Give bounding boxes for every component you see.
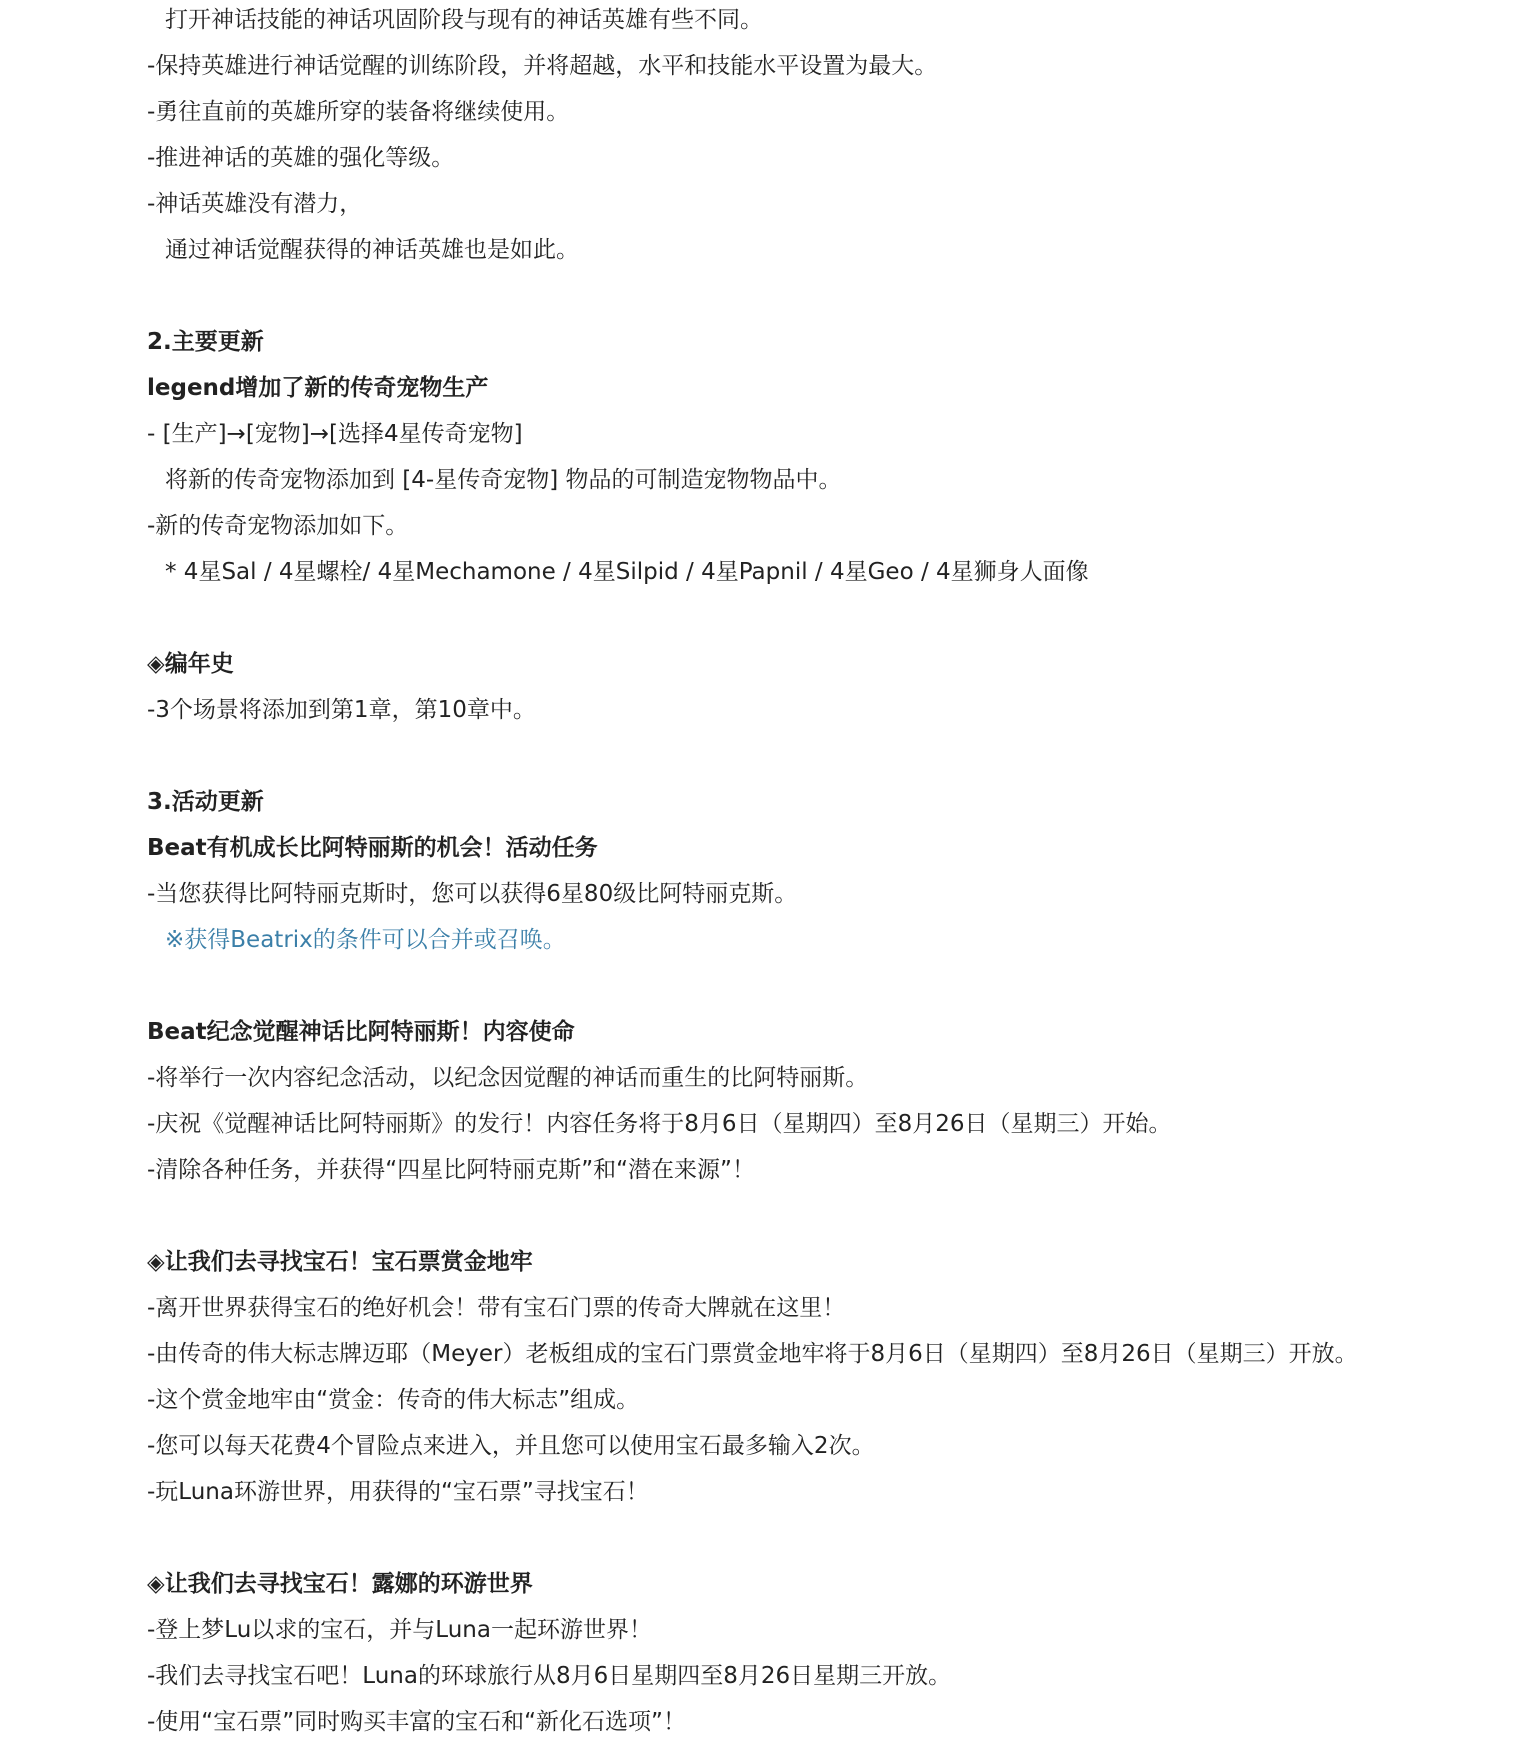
text-line-tour-shop: -使用“宝石票”同时购买丰富的宝石和“新化石选项”！	[147, 1709, 686, 1735]
text-line-pet-list-intro: -新的传奇宠物添加如下。	[147, 513, 409, 539]
text-line-tour-dates: -我们去寻找宝石吧！Luna的环球旅行从8月6日星期四至8月26日星期三开放。	[147, 1663, 952, 1689]
section-heading-main-updates: 2.主要更新	[147, 329, 264, 355]
text-line-mission-rewards: -清除各种任务，并获得“四星比阿特丽克斯”和“潜在来源”！	[147, 1157, 755, 1183]
section-heading-chronicle: ◈编年史	[147, 651, 234, 677]
text-line-dungeon-entry: -您可以每天花费4个冒险点来进入，并且您可以使用宝石最多输入2次。	[147, 1433, 875, 1459]
text-line-1: 打开神话技能的神话巩固阶段与现有的神话英雄有些不同。	[165, 7, 763, 33]
text-line-dungeon-dates: -由传奇的伟大标志牌迈耶（Meyer）老板组成的宝石门票赏金地牢将于8月6日（星期四）至8月26日（星期三）开放。	[147, 1341, 1358, 1367]
text-line-3: -勇往直前的英雄所穿的装备将继续使用。	[147, 99, 570, 125]
text-line-dungeon-composition: -这个赏金地牢由“赏金：传奇的伟大标志”组成。	[147, 1387, 640, 1413]
subheading-legend-pet-production: legend增加了新的传奇宠物生产	[147, 375, 489, 401]
text-line-chronicle-scenes: -3个场景将添加到第1章，第10章中。	[147, 697, 536, 723]
text-line-pet-added: 将新的传奇宠物添加到 [4-星传奇宠物] 物品的可制造宠物物品中。	[165, 467, 842, 493]
text-line-tour-intro: -登上梦Lu以求的宝石，并与Luna一起环游世界！	[147, 1617, 652, 1643]
section-heading-gem-bounty-dungeon: ◈让我们去寻找宝石！宝石票赏金地牢	[147, 1249, 533, 1275]
section-heading-luna-world-tour: ◈让我们去寻找宝石！露娜的环游世界	[147, 1571, 533, 1597]
text-line-beatrix-reward: -当您获得比阿特丽克斯时，您可以获得6星80级比阿特丽克斯。	[147, 881, 798, 907]
text-line-2: -保持英雄进行神话觉醒的训练阶段，并将超越，水平和技能水平设置为最大。	[147, 53, 938, 79]
text-line-commemoration: -将举行一次内容纪念活动，以纪念因觉醒的神话而重生的比阿特丽斯。	[147, 1065, 869, 1091]
text-line-production-path: - [生产]→[宠物]→[选择4星传奇宠物]	[147, 421, 523, 447]
note-beatrix-condition: ※获得Beatrix的条件可以合并或召唤。	[165, 927, 566, 953]
subheading-beatrix-content-mission: Beat纪念觉醒神话比阿特丽斯！内容使命	[147, 1019, 575, 1045]
text-line-luna-gem-ticket: -玩Luna环游世界，用获得的“宝石票”寻找宝石！	[147, 1479, 649, 1505]
text-line-gem-chance: -离开世界获得宝石的绝好机会！带有宝石门票的传奇大牌就在这里！	[147, 1295, 846, 1321]
text-line-mission-dates: -庆祝《觉醒神话比阿特丽斯》的发行！内容任务将于8月6日（星期四）至8月26日（星期三）开始。	[147, 1111, 1172, 1137]
text-line-5: -神话英雄没有潜力，	[147, 191, 363, 217]
text-line-6: 通过神话觉醒获得的神话英雄也是如此。	[165, 237, 579, 263]
text-line-4: -推进神话的英雄的强化等级。	[147, 145, 455, 171]
text-line-pet-list: * 4星Sal / 4星螺栓/ 4星Mechamone / 4星Silpid / 4星Papnil / 4星Geo / 4星狮身人面像	[165, 559, 1089, 585]
section-heading-event-updates: 3.活动更新	[147, 789, 264, 815]
subheading-beatrix-growth-event: Beat有机成长比阿特丽斯的机会！活动任务	[147, 835, 598, 861]
